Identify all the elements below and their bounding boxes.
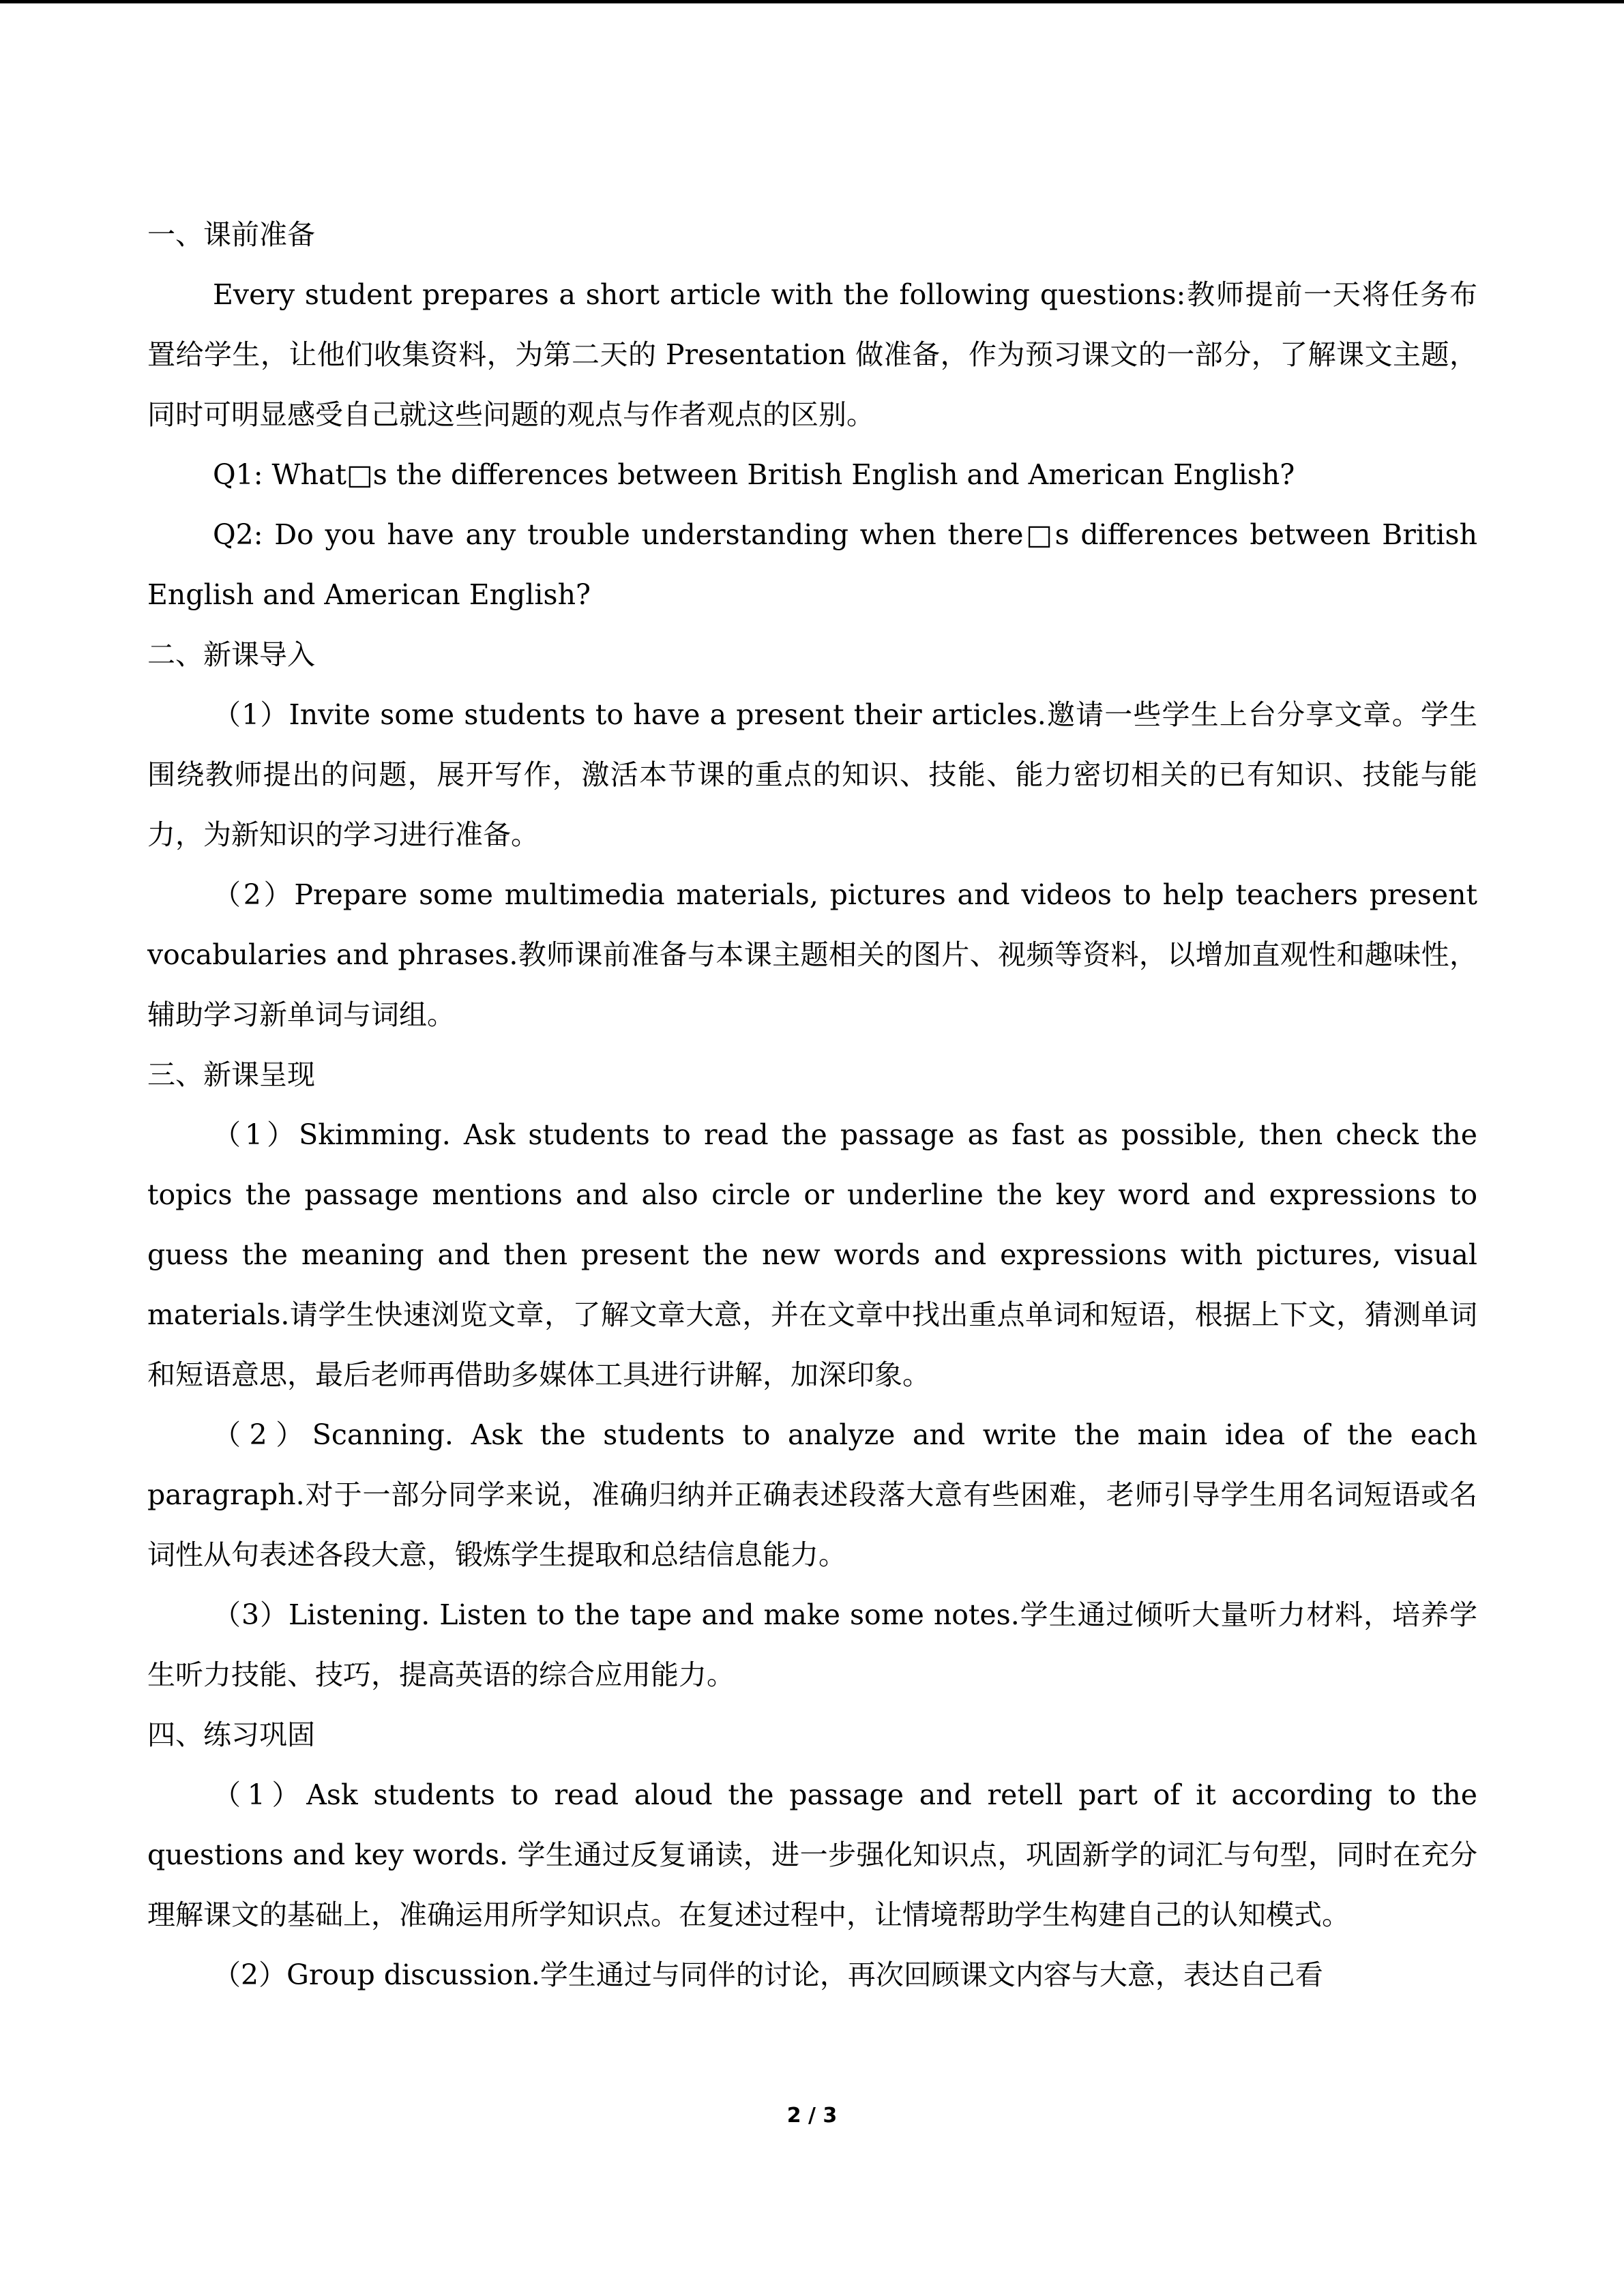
paragraph: （2）Prepare some multimedia materials, pictures and videos to help teachers present vocabularies and phrases.教师课前准备与本课主题相关的图片、视频等资料，以增加直观性和趣味性，辅助学习新单词与词组。 <box>147 878 1477 1031</box>
paragraph: Every student prepares a short article with the following questions:教师提前一天将任务布置给学生，让他们收集资料，为第二天的 Presentation 做准备，作为预习课文的一部分，了解课文主题，同时可明显感受自己就这些问题的观点与作者观点的区别。 <box>147 278 1477 431</box>
section-heading: 二、新课导入 <box>147 638 315 671</box>
document-body <box>147 205 1477 2005</box>
paragraph: （1）Skimming. Ask students to read the passage as fast as possible, then check the topics the passage mentions and also circle or underline the key word and expressions to guess the meaning and then present the new words and expressions with pictures, visual materials.请学生快速浏览文章，了解文章大意，并在文章中找出重点单词和短语，根据上下文，猜测单词和短语意思，最后老师再借助多媒体工具进行讲解，加深印象。 <box>147 1118 1477 1391</box>
question-1: Q1: What□s the differences between British English and American English? <box>213 458 1295 491</box>
paragraph: （3）Listening. Listen to the tape and make some notes.学生通过倾听大量听力材料，培养学生听力技能、技巧，提高英语的综合应用能力。 <box>147 1598 1477 1691</box>
section-heading: 一、课前准备 <box>147 218 315 251</box>
section-heading: 三、新课呈现 <box>147 1058 315 1091</box>
paragraph: （2）Group discussion.学生通过与同伴的讨论，再次回顾课文内容与大意，表达自己看 <box>213 1958 1323 1991</box>
question-2: Q2: Do you have any trouble understanding when there□s differences between British English and American English? <box>147 518 1477 611</box>
section-heading: 四、练习巩固 <box>147 1718 315 1751</box>
page-number: 2 / 3 <box>786 2104 838 2128</box>
paragraph: （1）Ask students to read aloud the passage and retell part of it according to the questions and key words. 学生通过反复诵读，进一步强化知识点，巩固新学的词汇与句型，同时在充分理解课文的基础上，准确运用所学知识点。在复述过程中，让情境帮助学生构建自己的认知模式。 <box>147 1778 1477 1931</box>
paragraph: （1）Invite some students to have a present their articles.邀请一些学生上台分享文章。学生围绕教师提出的问题，展开写作，激活本节课的重点的知识、技能、能力密切相关的已有知识、技能与能力，为新知识的学习进行准备。 <box>147 698 1477 851</box>
paragraph: （2）Scanning. Ask the students to analyze and write the main idea of the each paragraph.对于一部分同学来说，准确归纳并正确表述段落大意有些困难，老师引导学生用名词短语或名词性从句表述各段大意，锻炼学生提取和总结信息能力。 <box>147 1418 1477 1571</box>
page-top-border <box>0 0 1624 3</box>
